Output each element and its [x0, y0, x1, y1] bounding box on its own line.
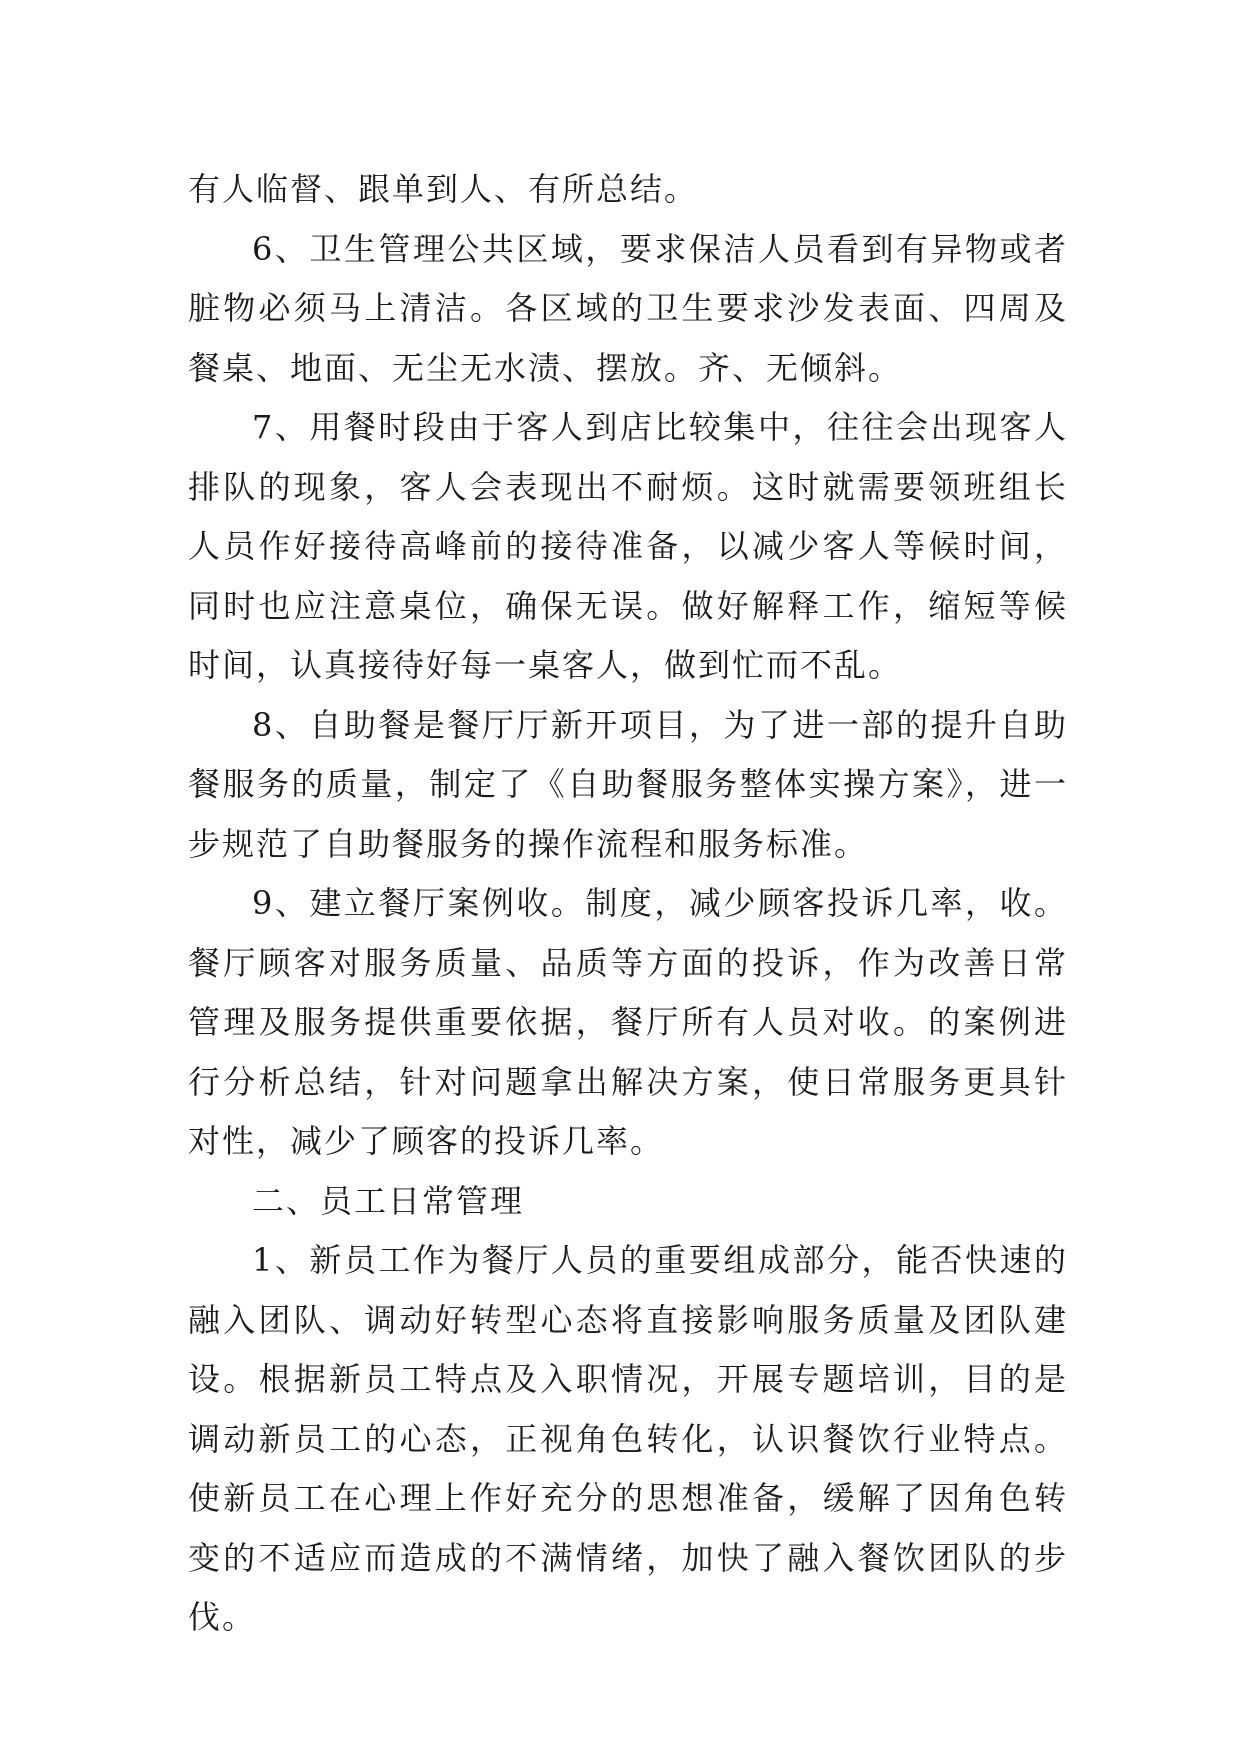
paragraph-item-9-case-system: 9、建立餐厅案例收。制度，减少顾客投诉几率，收。餐厅顾客对服务质量、品质等方面的投诉，作为改善日常管理及服务提供重要依据，餐厅所有人员对收。的案例进行分析总结，针对问题拿出解决方案，使日常服务更具针对性，减少了顾客的投诉几率。	[188, 884, 1068, 1160]
section-heading-staff-management: 二、员工日常管理	[252, 1181, 525, 1220]
paragraph-item-8-buffet: 8、自助餐是餐厅厅新开项目，为了进一部的提升自助餐服务的质量，制定了《自助餐服务整体实操方案》，进一步规范了自助餐服务的操作流程和服务标准。	[188, 705, 1068, 863]
paragraph-item-7-peak-hours: 7、用餐时段由于客人到店比较集中，往往会出现客人排队的现象，客人会表现出不耐烦。这时就需要领班组长人员作好接待高峰前的接待准备，以减少客人等候时间，同时也应注意桌位，确保无误。做好解释工作，缩短等候时间，认真接待好每一桌客人，做到忙而不乱。	[188, 408, 1068, 684]
paragraph-item-6-hygiene: 6、卫生管理公共区域，要求保洁人员看到有异物或者脏物必须马上清洁。各区域的卫生要求沙发表面、四周及餐桌、地面、无尘无水渍、摆放。齐、无倾斜。	[188, 229, 1068, 387]
document-body	[188, 160, 1068, 1648]
paragraph-item-1-new-staff: 1、新员工作为餐厅人员的重要组成部分，能否快速的融入团队、调动好转型心态将直接影响服务质量及团队建设。根据新员工特点及入职情况，开展专题培训，目的是调动新员工的心态，正视角色转化，认识餐饮行业特点。使新员工在心理上作好充分的思想准备，缓解了因角色转变的不适应而造成的不满情绪，加快了融入餐饮团队的步伐。	[188, 1241, 1068, 1636]
paragraph-continuation: 有人临督、跟单到人、有所总结。	[188, 170, 699, 208]
